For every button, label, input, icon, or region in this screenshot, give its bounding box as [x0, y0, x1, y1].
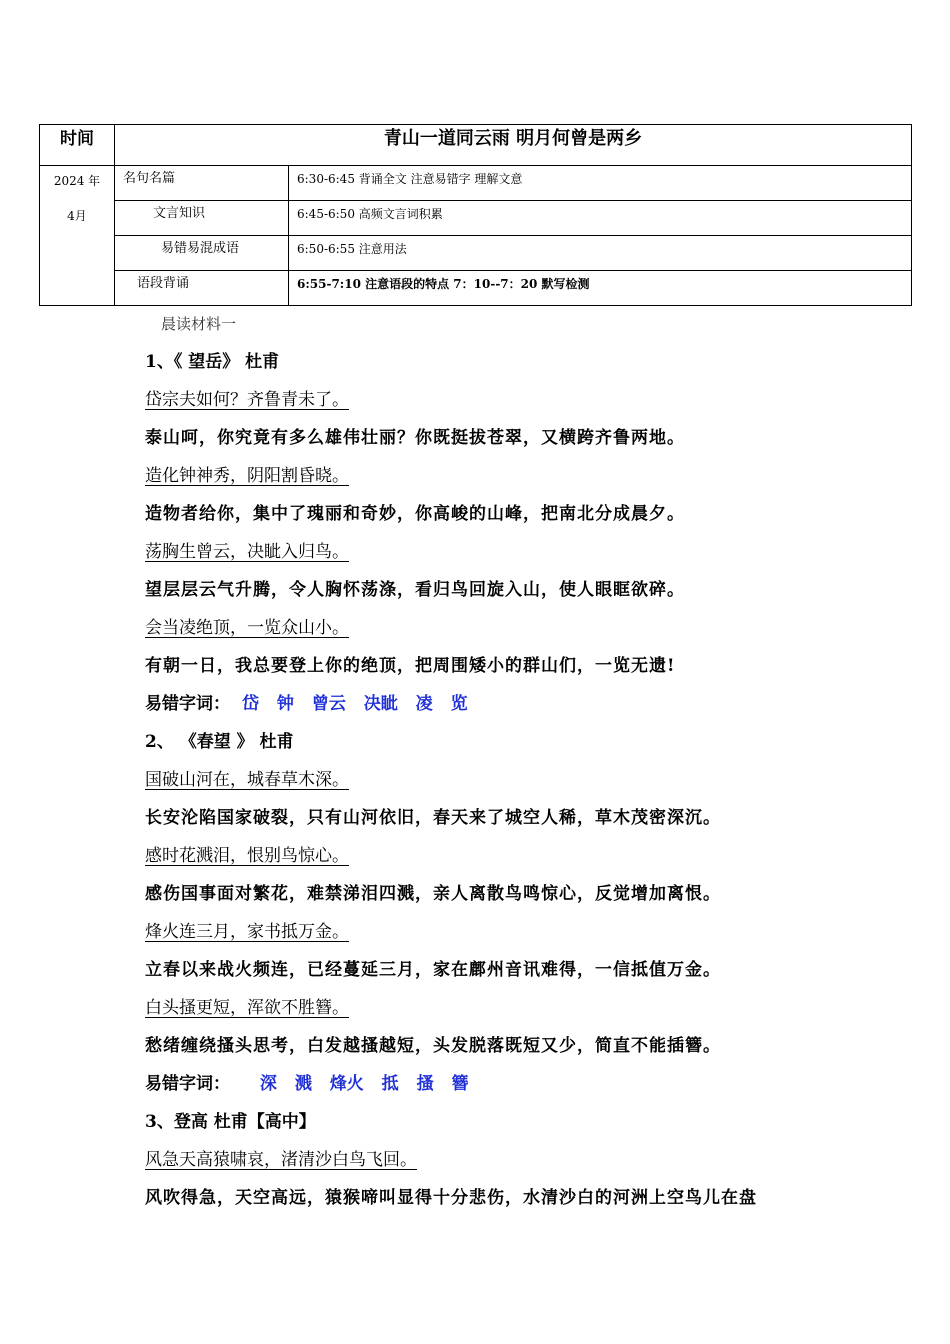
- error-words-label: 易错字词：: [145, 1074, 230, 1094]
- year: 2024 年: [53, 174, 101, 188]
- poem-line: 烽火连三月，家书抵万金。: [145, 922, 349, 942]
- poem-line: 荡胸生曾云，决眦入归鸟。: [145, 542, 349, 562]
- row-label: 语段背诵: [115, 271, 289, 306]
- poem-translation: 愁绪缠绕搔头思考，白发越搔越短，头发脱落既短又少，简直不能插簪。: [145, 1036, 721, 1056]
- row-label: 名句名篇: [115, 166, 289, 201]
- row-label: 文言知识: [115, 201, 289, 236]
- poem-translation: 泰山呵，你究竟有多么雄伟壮丽？你既挺拔苍翠，又横跨齐鲁两地。: [145, 428, 685, 448]
- poem-translation: 有朝一日，我总要登上你的绝顶，把周围矮小的群山们，一览无遗!: [145, 656, 676, 676]
- poem-translation: 望层层云气升腾，令人胸怀荡涤，看归鸟回旋入山，使人眼眶欲碎。: [145, 580, 685, 600]
- error-words-row: [145, 689, 468, 714]
- month: 4月: [67, 209, 87, 223]
- poem-line: 感时花溅泪，恨别鸟惊心。: [145, 846, 349, 866]
- poem-title: 1、《 望岳》 杜甫: [145, 352, 280, 372]
- poem-translation: 立春以来战火频连，已经蔓延三月，家在鄜州音讯难得，一信抵值万金。: [145, 960, 721, 980]
- row-task: 6:50-6:55 注意用法: [289, 236, 912, 271]
- poem-translation: 风吹得急，天空高远，猿猴啼叫显得十分悲伤，水清沙白的河洲上空鸟儿在盘: [145, 1188, 757, 1208]
- error-words-row: [145, 1069, 469, 1094]
- poem-line: 岱宗夫如何？齐鲁青未了。: [145, 390, 349, 410]
- material-caption: 晨读材料一: [161, 315, 237, 333]
- poem-line: 造化钟神秀，阴阳割昏晓。: [145, 466, 349, 486]
- poem-line: 风急天高猿啸哀，渚清沙白鸟飞回。: [145, 1150, 417, 1170]
- poem-title: 3、登高 杜甫【高中】: [145, 1112, 316, 1132]
- row-label: 易错易混成语: [115, 236, 289, 271]
- date-cell: [40, 166, 115, 306]
- poem-line: 国破山河在，城春草木深。: [145, 770, 349, 790]
- poem-line: 会当凌绝顶，一览众山小。: [145, 618, 349, 638]
- schedule-table: [39, 124, 912, 306]
- row-task: 6:45-6:50 高频文言词积累: [289, 201, 912, 236]
- error-words: 深 溅 烽火 抵 搔 簪: [242, 1074, 469, 1094]
- poem-translation: 长安沦陷国家破裂，只有山河依旧，春天来了城空人稀，草木茂密深沉。: [145, 808, 721, 828]
- row-task: 6:30-6:45 背诵全文 注意易错字 理解文意: [289, 166, 912, 201]
- poem-translation: 造物者给你，集中了瑰丽和奇妙，你高峻的山峰，把南北分成晨夕。: [145, 504, 685, 524]
- row-task: 6:55-7:10 注意语段的特点 7：10--7：20 默写检测: [289, 271, 912, 306]
- time-header: 时间: [40, 125, 115, 166]
- poem-translation: 感伤国事面对繁花，难禁涕泪四溅，亲人离散鸟鸣惊心，反觉增加离恨。: [145, 884, 721, 904]
- poem-line: 白头搔更短，浑欲不胜簪。: [145, 998, 349, 1018]
- error-words: 岱 钟 曾云 决眦 凌 览: [242, 694, 468, 714]
- schedule-title: 青山一道同云雨 明月何曾是两乡: [115, 125, 912, 166]
- error-words-label: 易错字词：: [145, 694, 230, 714]
- poem-title: 2、 《春望 》 杜甫: [145, 732, 294, 752]
